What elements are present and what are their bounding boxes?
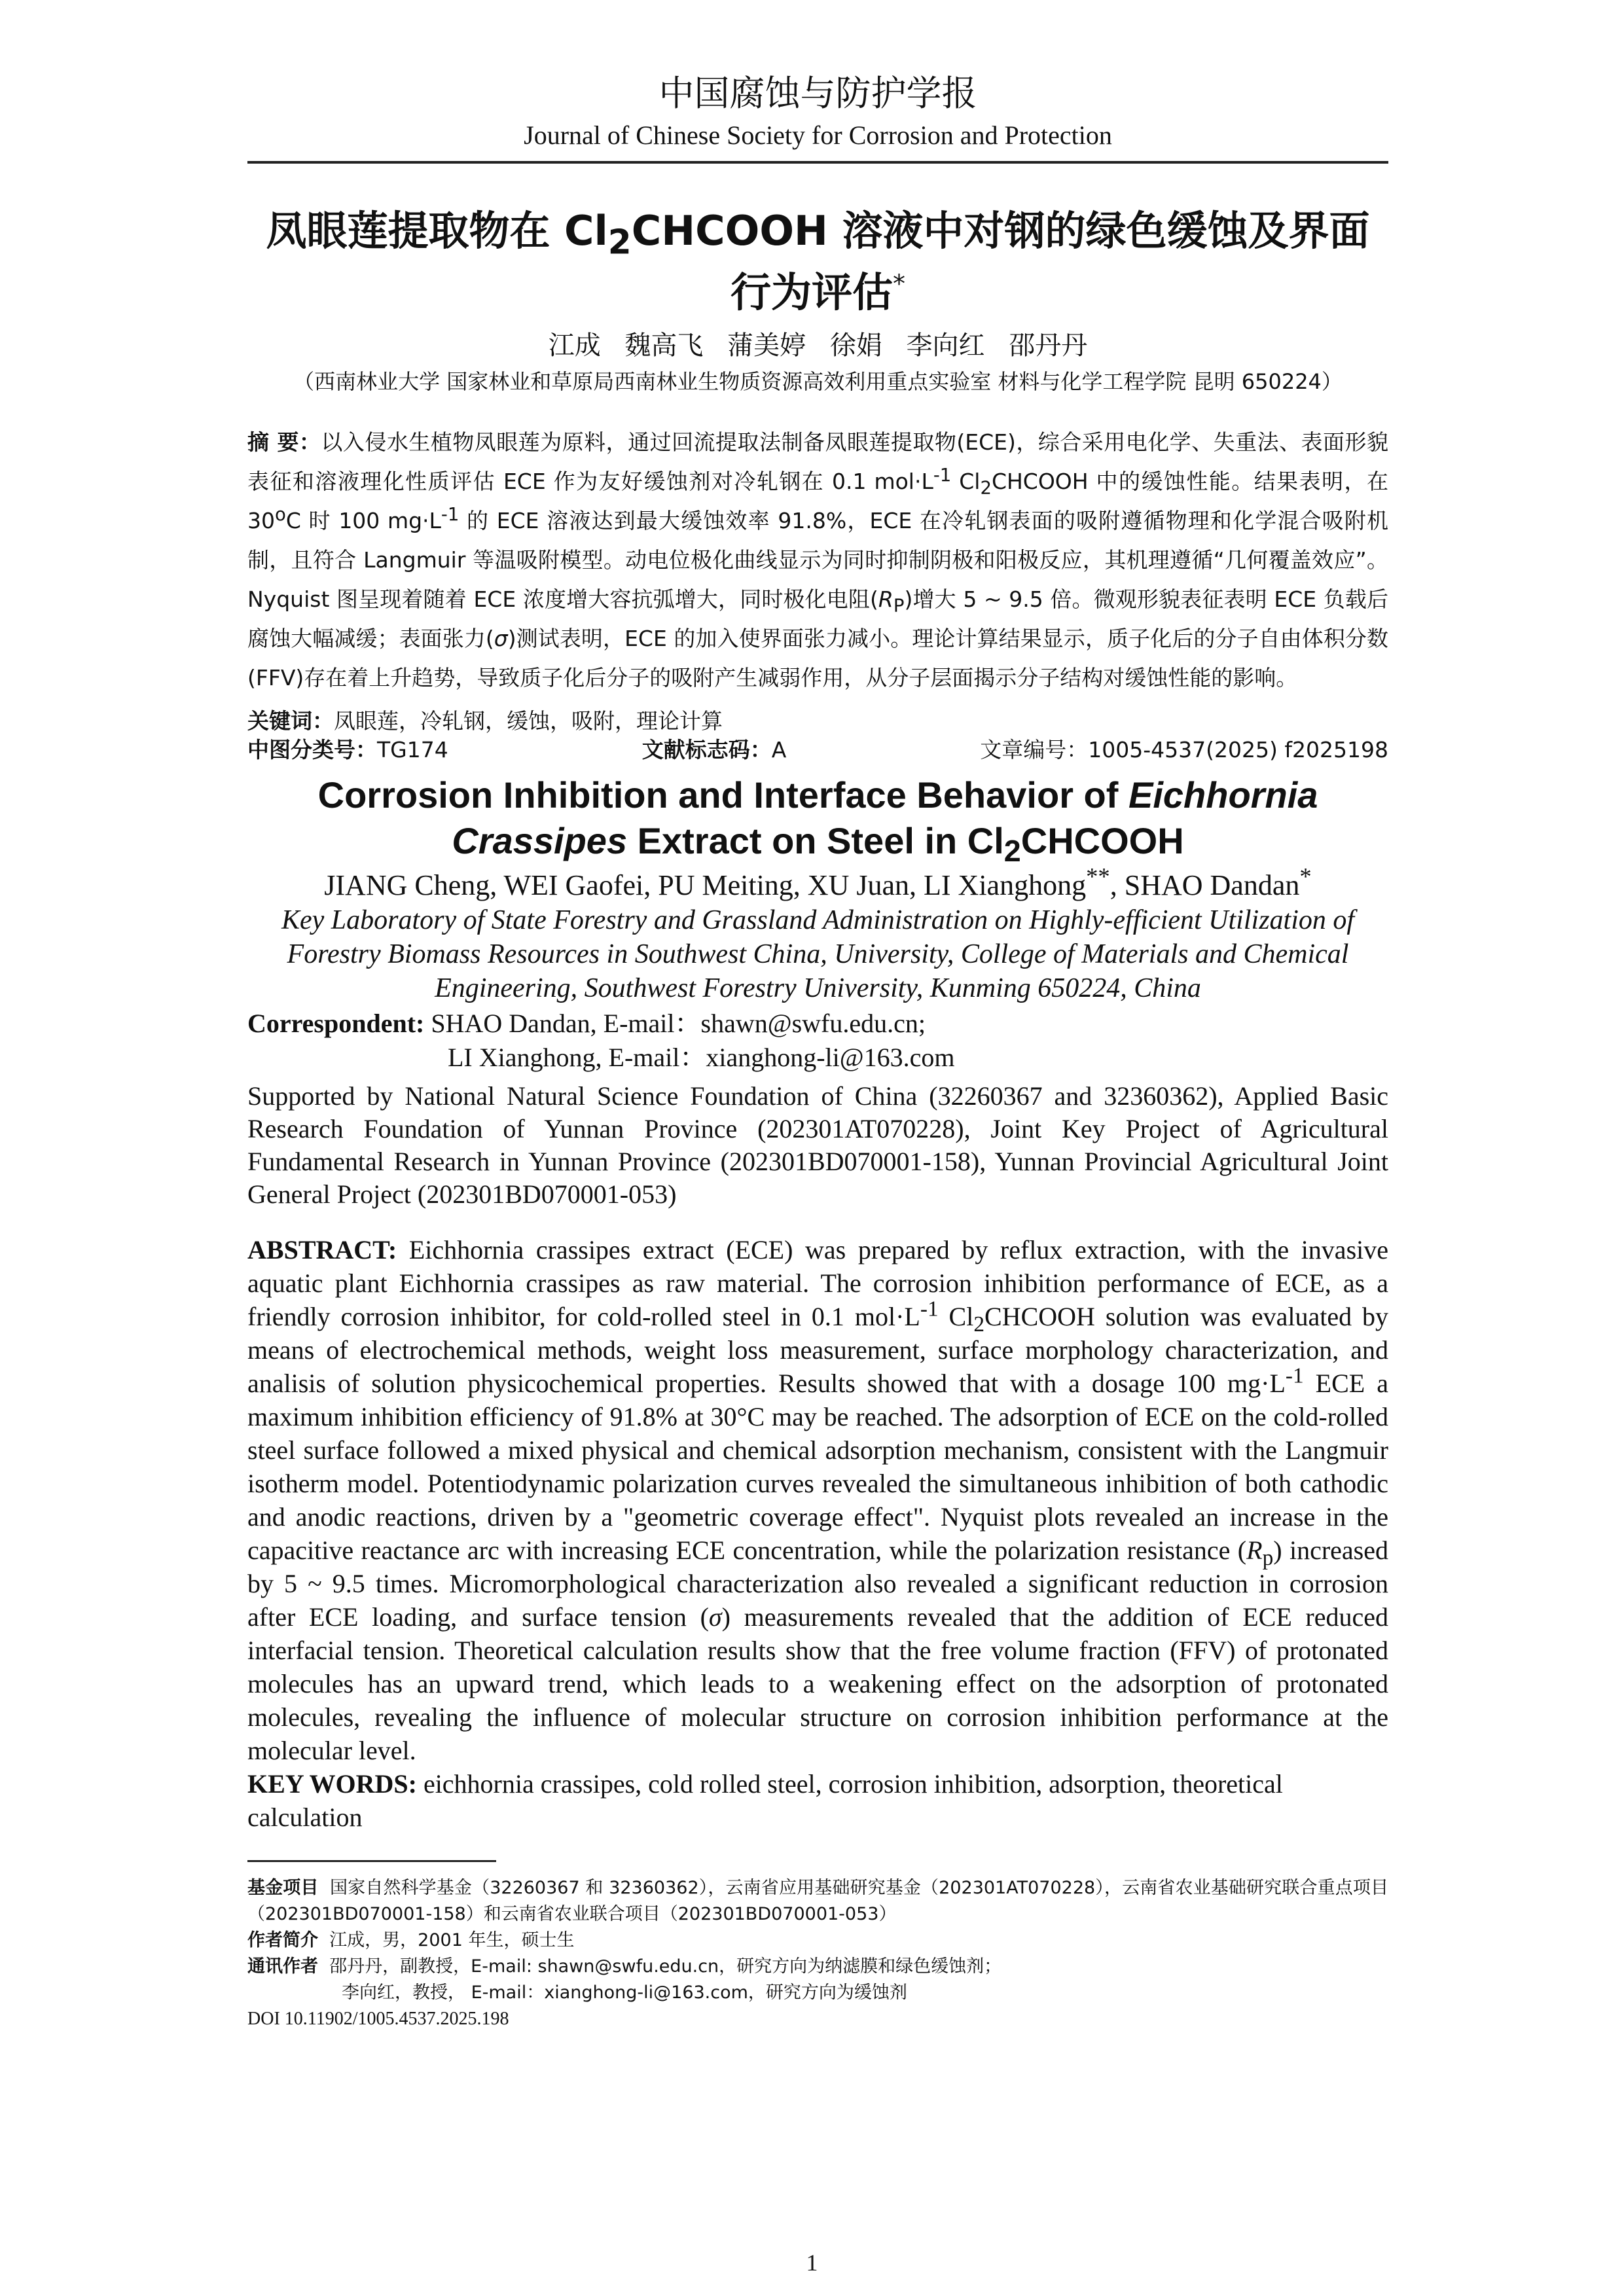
- abstract-cn-sigma: σ: [494, 626, 508, 651]
- authors-en-text: , SHAO Dandan: [1110, 869, 1300, 901]
- affiliation-en: Key Laboratory of State Forestry and Grassland Administration on Highly-efficient Utilization of Forestry Biomass Resources in Southwest China, University, College of Materials and Chemical Engineering, Southwest Forestry University, Kunming 650224, China: [281, 905, 1355, 1003]
- footnote-author: [247, 1928, 1388, 1954]
- keywords-cn: [247, 707, 1388, 736]
- abstract-en-rp: R: [1246, 1535, 1263, 1565]
- abstract-en-text: ) increased by 5 ~ 9.5 times. Micromorphological characterization also revealed a significant reduction in corrosion after ECE loading, and surface tension (: [247, 1535, 1388, 1632]
- affiliation-cn: （西南林业大学 国家林业和草原局西南林业生物质资源高效利用重点实验室 材料与化学工程学院 昆明 650224）: [293, 369, 1343, 394]
- title-en-species: Eichhornia Crassipes: [452, 774, 1318, 861]
- journal-name-cn: 中国腐蚀与防护学报: [659, 73, 977, 114]
- abstract-en-sub: p: [1262, 1546, 1274, 1570]
- abstract-en: [247, 1233, 1388, 1767]
- keywords-cn-label: 关键词：: [247, 708, 334, 734]
- abstract-cn-text: 的 ECE 溶液达到最大缓蚀效率 91.8%，ECE 在冷轧钢表面的吸附遵循物理和化学混合吸附机制，且符合 Langmuir 等温吸附模型。动电位极化曲线显示为同时抑制阴极和阳极反应，其机理遵循“几何覆盖效应”。Nyquist 图呈现着随着 ECE 浓度增大容抗弧增大，同时极化电阻(: [247, 508, 1388, 612]
- keywords-en-text: eichhornia crassipes, cold rolled steel, corrosion inhibition, adsorption, theoretical calculation: [247, 1769, 1283, 1832]
- title-cn-part1: 凤眼莲提取物在 Cl: [266, 207, 608, 255]
- footnote-funding: [247, 1875, 1388, 1928]
- footnote-text: 国家自然科学基金（32260367 和 32360362），云南省应用基础研究基金（202301AT070228），云南省农业基础研究联合重点项目（202301BD070001-158）和云南省农业联合项目（202301BD070001-053）: [247, 1878, 1388, 1924]
- abstract-cn-text: CHCOOH 中的缓蚀性能。结果表明，在 30: [247, 469, 1389, 533]
- correspondent-text: SHAO Dandan, E-mail：shawn@swfu.edu.cn;: [424, 1009, 926, 1038]
- header-rule: [247, 161, 1388, 164]
- footnote-label: 基金项目: [247, 1878, 319, 1898]
- title-en-part2: Extract on Steel in Cl: [627, 820, 1004, 861]
- footnote-rule: [247, 1860, 496, 1862]
- abstract-cn-text: )增大 5 ~ 9.5 倍。微观形貌表征表明 ECE 负载后腐蚀大幅减缓；表面张力(: [247, 586, 1389, 651]
- abstract-cn-sub: P: [893, 595, 905, 617]
- abstract-cn-text: )测试表明，ECE 的加入使界面张力减小。理论计算结果显示，质子化后的分子自由体积分数(FFV)存在着上升趋势，导致质子化后分子的吸附产生减弱作用，从分子层面揭示分子结构对缓蚀性能的影响。: [247, 626, 1389, 691]
- title-en-part1: Corrosion Inhibition and Interface Behavior of: [317, 774, 1128, 816]
- abstract-cn-text: C 时 100 mg·L: [285, 508, 441, 533]
- authors-en-text: JIANG Cheng, WEI Gaofei, PU Meiting, XU Juan, LI Xianghong: [324, 869, 1087, 901]
- correspondent: [247, 1007, 1388, 1075]
- author-mark: *: [1299, 863, 1312, 890]
- title-cn-subscript: 2: [607, 223, 632, 262]
- footnotes: [247, 1875, 1388, 2032]
- correspondent-line2: LI Xianghong, E-mail：xianghong-li@163.com: [448, 1043, 955, 1072]
- abstract-en-text: CHCOOH solution was evaluated by means of electrochemical methods, weight loss measurement, surface morphology characterization, and analisis of solution physicochemical properties. Results showed that with a dosage 100 mg·L: [247, 1302, 1389, 1398]
- footnote-label: 作者简介: [247, 1930, 318, 1950]
- doc-code-value: A: [771, 737, 787, 762]
- footnote-label: 通讯作者: [247, 1956, 318, 1977]
- keywords-en-label: KEY WORDS:: [247, 1769, 417, 1799]
- abstract-cn-sub: 2: [980, 477, 992, 499]
- article-number-label: 文章编号：: [980, 737, 1089, 762]
- clc-number: [247, 736, 448, 764]
- page-number: 1: [806, 2250, 818, 2276]
- keywords-cn-text: 凤眼莲，冷轧钢，缓蚀，吸附，理论计算: [334, 708, 723, 734]
- doc-code-label: 文献标志码：: [641, 737, 772, 762]
- abstract-cn-sup: -1: [933, 465, 952, 486]
- abstract-en-label: ABSTRACT:: [247, 1235, 397, 1265]
- title-en-part3: CHCOOH: [1020, 820, 1184, 861]
- abstract-en-sub: 2: [973, 1312, 985, 1336]
- funding-support-en: Supported by National Natural Science Foundation of China (32260367 and 32360362), Applied Basic Research Foundation of Yunnan Province (202301AT070228), Joint Key Project of Agricultural Fundamental Research in Yunnan Province (202301BD070001-158), Yunnan Provincial Agricultural Joint General Project (202301BD070001-053): [247, 1081, 1388, 1209]
- abstract-en-text: ) measurements revealed that the addition of ECE reduced interfacial tension. Theoretical calculation results show that the free volume fraction (FFV) of protonated molecules has an upward trend, which leads to a weakening effect on the adsorption of protonated molecules, revealing the influence of molecular structure on corrosion inhibition performance at the molecular level.: [247, 1602, 1388, 1765]
- abstract-cn-sup: o: [275, 504, 286, 525]
- author-mark: **: [1086, 863, 1110, 890]
- abstract-en-sigma: σ: [708, 1602, 722, 1632]
- authors-en: [247, 863, 1388, 903]
- article-number-value: 1005-4537(2025) f2025198: [1088, 737, 1388, 762]
- title-cn-part2: CHCOOH 溶液中对钢的绿色缓蚀及界面行为评估: [631, 207, 1370, 316]
- abstract-cn: [247, 423, 1388, 698]
- document-code: [642, 736, 787, 764]
- abstract-cn-rp: R: [878, 586, 893, 612]
- abstract-cn-sup: -1: [441, 504, 460, 525]
- keywords-en: [247, 1767, 1388, 1834]
- footnote-text: 江成，男，2001 年生，硕士生: [329, 1930, 575, 1950]
- classification-row: [247, 736, 1388, 764]
- abstract-cn-text: Cl: [951, 469, 981, 494]
- title-en: [247, 772, 1388, 869]
- abstract-en-text: ECE a maximum inhibition efficiency of 91.8% at 30°C may be reached. The adsorption of ECE on the cold-rolled steel surface followed a mixed physical and chemical adsorption mechanism, consistent with the Langmuir isotherm model. Potentiodynamic polarization curves revealed the simultaneous inhibition of both cathodic and anodic reactions, driven by a "geometric coverage effect". Nyquist plots revealed an increase in the capacitive reactance arc with increasing ECE concentration, while the polarization resistance (: [247, 1369, 1388, 1565]
- footnote-text: 邵丹丹，副教授，E-mail: shawn@swfu.edu.cn，研究方向为纳滤膜和绿色缓蚀剂；: [329, 1956, 1002, 1977]
- footnote-correspondent: [247, 1954, 1388, 1980]
- correspondent-line1: [247, 1007, 1388, 1041]
- footnote-correspondent-2: 李向红，教授， E-mail：xianghong-li@163.com，研究方向为缓蚀剂: [342, 1982, 907, 2003]
- clc-label: 中图分类号：: [247, 737, 377, 762]
- abstract-en-sup: -1: [920, 1297, 939, 1321]
- authors-cn: 江成 魏高飞 蒲美婷 徐娟 李向红 邵丹丹: [548, 331, 1088, 361]
- abstract-cn-text: 以入侵水生植物凤眼莲为原料，通过回流提取法制备凤眼莲提取物(ECE)，综合采用电化学、失重法、表面形貌表征和溶液理化性质评估 ECE 作为友好缓蚀剂对冷轧钢在 0.1 mol·L: [247, 429, 1388, 494]
- journal-name-en: Journal of Chinese Society for Corrosion and Protection: [524, 120, 1112, 150]
- title-en-subscript: 2: [1003, 834, 1021, 869]
- correspondent-label: Correspondent:: [247, 1009, 425, 1038]
- title-cn: [247, 200, 1388, 323]
- article-number: [980, 736, 1388, 764]
- abstract-en-text: Eichhornia crassipes extract (ECE) was prepared by reflux extraction, with the invasive aquatic plant Eichhornia crassipes as raw material. The corrosion inhibition performance of ECE, as a friendly corrosion inhibitor, for cold-rolled steel in 0.1 mol·L: [247, 1235, 1388, 1331]
- abstract-cn-label: 摘 要：: [247, 429, 321, 455]
- abstract-en-sup: -1: [1285, 1363, 1304, 1388]
- abstract-en-text: Cl: [938, 1302, 974, 1331]
- doi: DOI 10.11902/1005.4537.2025.198: [247, 2009, 509, 2029]
- title-cn-footnote-mark: *: [893, 269, 905, 298]
- clc-value: TG174: [377, 737, 448, 762]
